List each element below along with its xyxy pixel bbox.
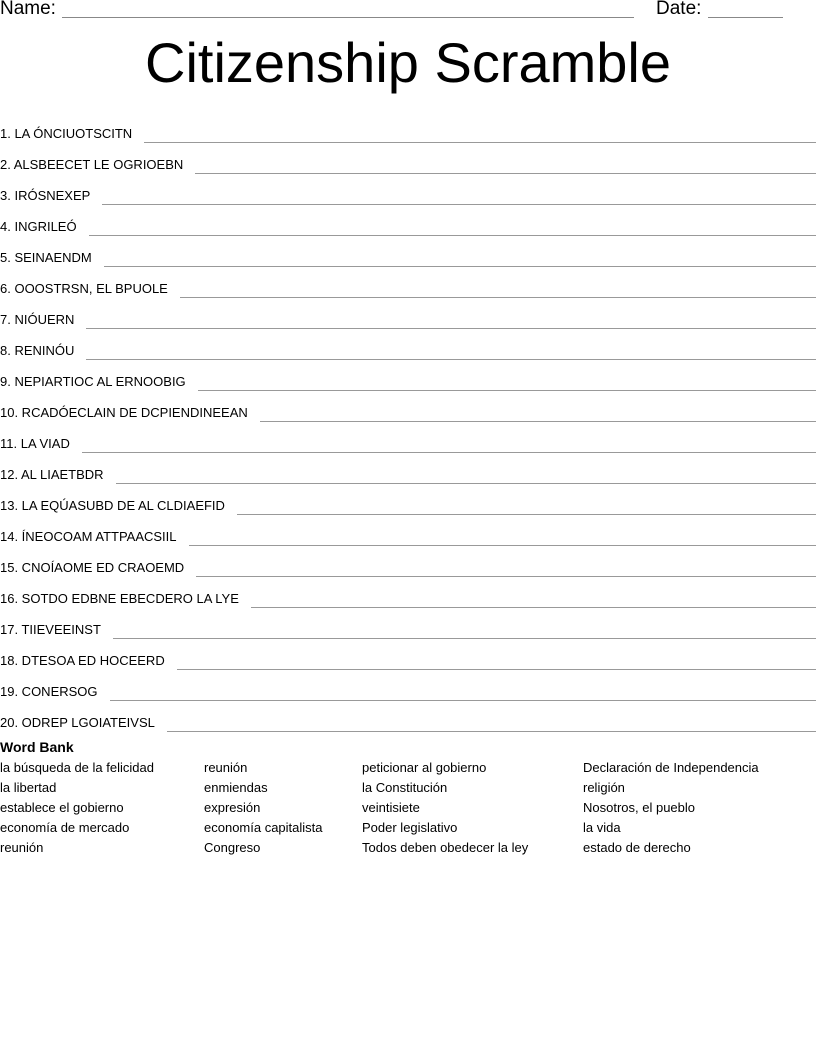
- question-row: [0, 578, 816, 609]
- word-bank-item: la Constitución: [362, 780, 448, 795]
- word-bank-item: estado de derecho: [583, 840, 691, 855]
- answer-line[interactable]: [144, 128, 816, 143]
- word-bank-column: [583, 759, 759, 859]
- question-row: [0, 206, 816, 237]
- question-row: [0, 299, 816, 330]
- answer-line[interactable]: [251, 593, 816, 608]
- question-row: [0, 237, 816, 268]
- answer-line[interactable]: [86, 345, 816, 360]
- question-text: 5. SEINAENDM: [0, 250, 92, 265]
- word-bank-item: la libertad: [0, 780, 57, 795]
- question-row: [0, 547, 816, 578]
- word-bank-item: Declaración de Independencia: [583, 760, 759, 775]
- answer-line[interactable]: [89, 221, 816, 236]
- question-text: 7. NIÓUERN: [0, 312, 75, 327]
- word-bank-item: veintisiete: [362, 800, 420, 815]
- question-text: 15. CNOÍAOME ED CRAOEMD: [0, 560, 185, 575]
- question-row: [0, 702, 816, 733]
- answer-line[interactable]: [104, 252, 816, 267]
- word-bank-item: economía de mercado: [0, 820, 130, 835]
- answer-line[interactable]: [195, 159, 816, 174]
- question-row: [0, 113, 816, 144]
- word-bank-item: reunión: [204, 760, 248, 775]
- question-text: 12. AL LIAETBDR: [0, 467, 104, 482]
- question-text: 20. ODREP LGOIATEIVSL: [0, 715, 155, 730]
- word-bank-column: [0, 759, 154, 859]
- question-row: [0, 175, 816, 206]
- word-bank-item: religión: [583, 780, 625, 795]
- question-list: [0, 113, 816, 733]
- question-text: 6. OOOSTRSN, EL BPUOLE: [0, 281, 168, 296]
- question-row: [0, 330, 816, 361]
- question-row: [0, 516, 816, 547]
- word-bank-item: establece el gobierno: [0, 800, 124, 815]
- date-label: Date:: [656, 0, 702, 19]
- answer-line[interactable]: [198, 376, 816, 391]
- question-text: 9. NEPIARTIOC AL ERNOOBIG: [0, 374, 186, 389]
- answer-line[interactable]: [260, 407, 816, 422]
- question-text: 16. SOTDO EDBNE EBECDERO LA LYE: [0, 591, 239, 606]
- word-bank-item: peticionar al gobierno: [362, 760, 487, 775]
- page-title: Citizenship Scramble: [145, 31, 671, 94]
- answer-line[interactable]: [177, 655, 816, 670]
- answer-line[interactable]: [110, 686, 816, 701]
- word-bank-item: Congreso: [204, 840, 261, 855]
- question-row: [0, 144, 816, 175]
- question-row: [0, 671, 816, 702]
- question-text: 4. INGRILEÓ: [0, 219, 77, 234]
- question-text: 17. TIIEVEEINST: [0, 622, 101, 637]
- question-row: [0, 392, 816, 423]
- question-text: 8. RENINÓU: [0, 343, 75, 358]
- question-text: 3. IRÓSNEXEP: [0, 188, 91, 203]
- answer-line[interactable]: [82, 438, 816, 453]
- word-bank-item: reunión: [0, 840, 44, 855]
- question-row: [0, 268, 816, 299]
- word-bank-item: enmiendas: [204, 780, 268, 795]
- answer-line[interactable]: [116, 469, 816, 484]
- question-text: 13. LA EQÚASUBD DE AL CLDIAEFID: [0, 498, 225, 513]
- question-row: [0, 485, 816, 516]
- answer-line[interactable]: [180, 283, 816, 298]
- word-bank-column: [362, 759, 528, 859]
- answer-line[interactable]: [102, 190, 816, 205]
- word-bank-item: Todos deben obedecer la ley: [362, 840, 529, 855]
- word-bank-item: Nosotros, el pueblo: [583, 800, 696, 815]
- question-row: [0, 640, 816, 671]
- date-field[interactable]: [708, 17, 783, 18]
- question-text: 11. LA VIAD: [0, 436, 70, 451]
- word-bank-item: la búsqueda de la felicidad: [0, 760, 154, 775]
- answer-line[interactable]: [113, 624, 816, 639]
- name-label: Name:: [0, 0, 56, 19]
- word-bank-title: Word Bank: [0, 739, 74, 755]
- question-row: [0, 609, 816, 640]
- name-field[interactable]: [62, 17, 634, 18]
- header: [0, 0, 816, 22]
- word-bank-item: Poder legislativo: [362, 820, 458, 835]
- question-text: 2. ALSBEECET LE OGRIOEBN: [0, 157, 184, 172]
- word-bank-item: la vida: [583, 820, 621, 835]
- word-bank-item: economía capitalista: [204, 820, 323, 835]
- question-text: 19. CONERSOG: [0, 684, 98, 699]
- answer-line[interactable]: [237, 500, 816, 515]
- question-text: 10. RCADÓECLAIN DE DCPIENDINEEAN: [0, 405, 248, 420]
- question-row: [0, 361, 816, 392]
- question-text: 1. LA ÓNCIUOTSCITN: [0, 126, 133, 141]
- answer-line[interactable]: [86, 314, 816, 329]
- answer-line[interactable]: [189, 531, 816, 546]
- question-text: 14. ÍNEOCOAM ATTPAACSIIL: [0, 529, 177, 544]
- word-bank-item: expresión: [204, 800, 261, 815]
- question-text: 18. DTESOA ED HOCEERD: [0, 653, 165, 668]
- word-bank-column: [204, 759, 323, 859]
- question-row: [0, 423, 816, 454]
- answer-line[interactable]: [196, 562, 816, 577]
- answer-line[interactable]: [167, 717, 816, 732]
- question-row: [0, 454, 816, 485]
